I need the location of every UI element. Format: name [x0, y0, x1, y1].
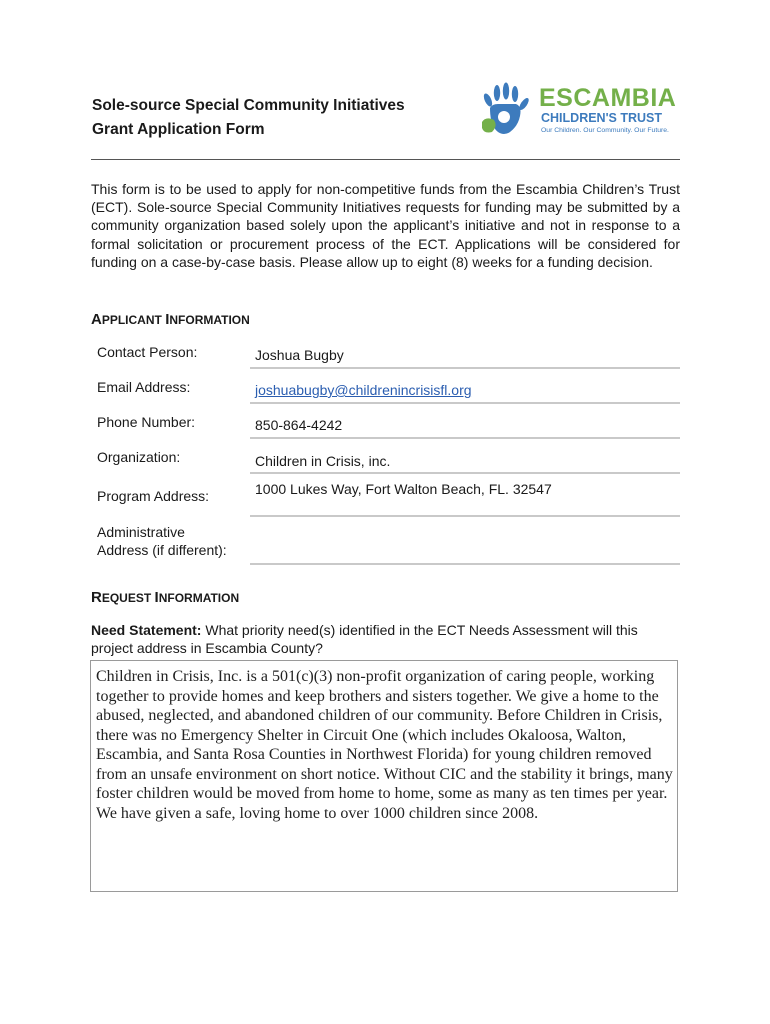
program-address-underline — [250, 515, 680, 517]
organization-underline — [250, 472, 680, 474]
admin-address-label: Administrative Address (if different): — [97, 524, 227, 558]
email-underline — [250, 402, 680, 404]
applicant-section-heading: APPLICANT INFORMATION — [91, 311, 250, 328]
need-statement-answer: Children in Crisis, Inc. is a 501(c)(3) non-profit organization of caring people, working together to provide homes and keep brothers and sisters together. We give a home to the abused, neglected, and abandoned children of our community. Before Children in Crisis, there was no Emergency Shelter in Circuit One (which includes Okaloosa, Walton, Escambia, and Santa Rosa Counties in Northwest Florida) for young children removed from an unsafe environment on short notice. Without CIC and the stability it brings, many foster children would be moved from home to home, some as many as ten times per year. We have given a safe, loving home to over 1000 children since 2008. — [96, 668, 673, 822]
intro-paragraph: This form is to be used to apply for non-competitive funds from the Escambia Children’s Trust (ECT). Sole-source Special Community Initiatives requests for funding may be submitted by a community organization based solely upon the applicant’s initiative and not in response to a formal solicitation or procurement process of the ECT. Applications will be considered for funding on a case-by-case basis. Please allow up to eight (8) weeks for a funding decision. — [91, 181, 680, 270]
logo-tagline: Our Children. Our Community. Our Future. — [541, 127, 669, 134]
phone-field[interactable]: 850-864-4242 — [255, 417, 343, 433]
program-address-label: Program Address: — [97, 488, 210, 504]
logo-subname: CHILDREN'S TRUST — [541, 111, 663, 125]
form-title — [92, 94, 405, 142]
organization-field[interactable]: Children in Crisis, inc. — [255, 453, 391, 469]
contact-person-field[interactable]: Joshua Bugby — [255, 347, 344, 363]
form-title-line-1: Sole-source Special Community Initiatives — [92, 97, 405, 114]
need-statement-question: What priority need(s) identified in the ECT Needs Assessment will this project address in Escambia County? — [91, 622, 638, 656]
form-title-line-2: Grant Application Form — [92, 121, 265, 138]
phone-label: Phone Number: — [97, 414, 196, 430]
admin-address-underline — [250, 563, 680, 565]
program-address-field[interactable]: 1000 Lukes Way, Fort Walton Beach, FL. 32547 — [255, 481, 552, 497]
need-statement-prompt — [91, 621, 680, 657]
handprint-icon — [478, 82, 536, 140]
admin-address-field[interactable] — [250, 520, 680, 562]
contact-person-underline — [250, 367, 680, 369]
header-divider — [91, 159, 680, 160]
logo-name: ESCAMBIA — [539, 84, 677, 112]
organization-label: Organization: — [97, 449, 181, 465]
phone-underline — [250, 437, 680, 439]
contact-person-label: Contact Person: — [97, 344, 198, 360]
need-statement-label: Need Statement: — [91, 622, 202, 638]
email-label: Email Address: — [97, 379, 191, 395]
request-section-heading: REQUEST INFORMATION — [91, 589, 240, 606]
email-field[interactable]: joshuabugby@childrenincrisisfl.org — [255, 382, 472, 398]
